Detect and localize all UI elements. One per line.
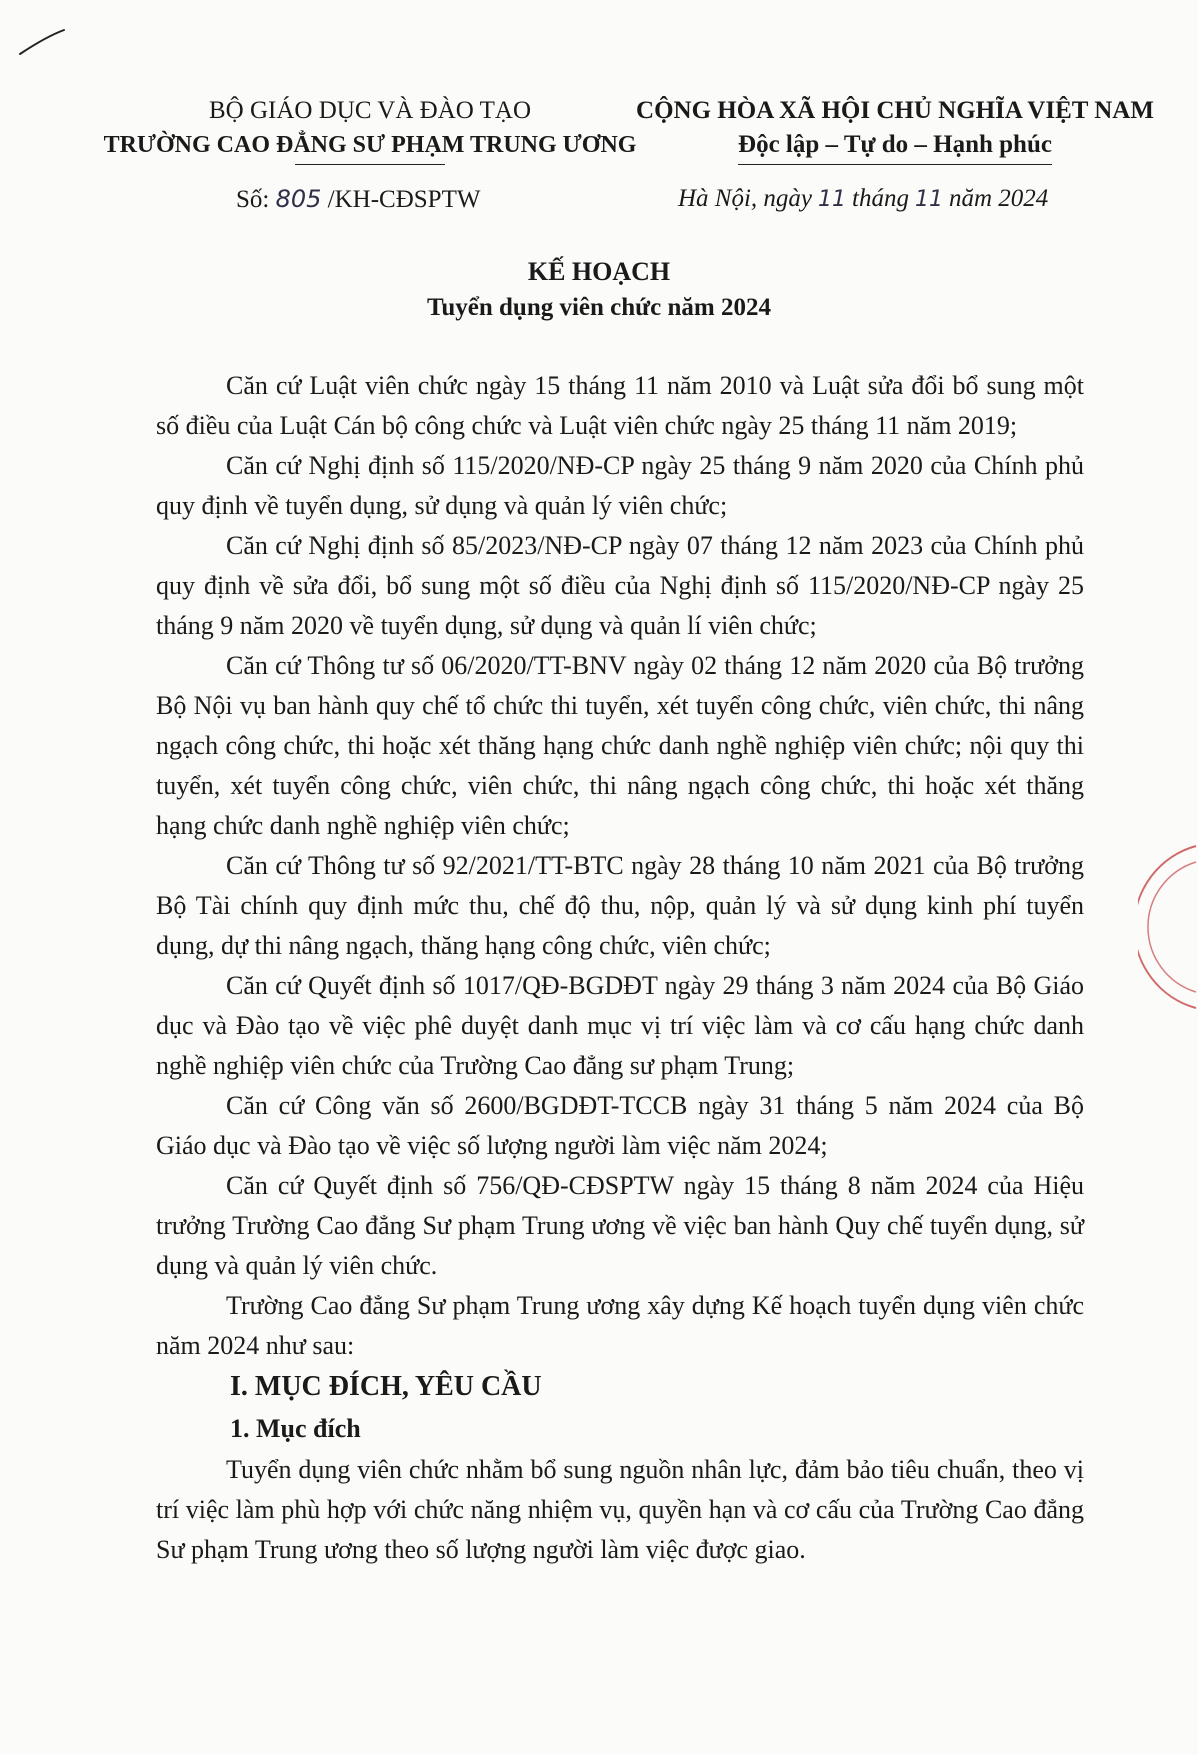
date-line [678,185,1048,213]
intro-paragraph: Trường Cao đẳng Sư phạm Trung ương xây dựng Kế hoạch tuyển dụng viên chức năm 2024 như sau: [156,1291,1084,1360]
national-motto: Độc lập – Tự do – Hạnh phúc [738,128,1052,165]
legal-basis-paragraph: Căn cứ Nghị định số 85/2023/NĐ-CP ngày 07 tháng 12 năm 2023 của Chính phủ quy định về sửa đổi, bổ sung một số điều của Nghị định số 115/2020/NĐ-CP ngày 25 tháng 9 năm 2020 về tuyển dụng, sử dụng và quản lí viên chức; [156,531,1084,640]
legal-basis-paragraph: Căn cứ Quyết định số 1017/QĐ-BGDĐT ngày 29 tháng 3 năm 2024 của Bộ Giáo dục và Đào tạo về việc phê duyệt danh mục vị trí việc làm và cơ cấu hạng chức danh nghề nghiệp viên chức của Trường Cao đẳng sư phạm Trung; [156,971,1084,1080]
document-number [236,185,480,214]
title-sub: Tuyển dụng viên chức năm 2024 [426,294,772,321]
doc-number-suffix: /KH-CĐSPTW [327,186,481,213]
title-main: KẾ HOẠCH [527,257,671,286]
issuing-organization [100,94,640,165]
date-month-word: tháng [852,185,909,212]
legal-basis-paragraph: Căn cứ Quyết định số 756/QĐ-CĐSPTW ngày 15 tháng 8 năm 2024 của Hiệu trưởng Trường Cao đẳng Sư phạm Trung ương về việc ban hành Quy chế tuyển dụng, sử dụng và quản lý viên chức. [156,1171,1084,1280]
date-day: 11 [818,187,847,212]
subsection-paragraph: Tuyển dụng viên chức nhằm bổ sung nguồn nhân lực, đảm bảo tiêu chuẩn, theo vị trí việc làm phù hợp với chức năng nhiệm vụ, quyền hạn và cơ cấu của Trường Cao đẳng Sư phạm Trung ương theo số lượng người làm việc được giao. [156,1455,1084,1564]
legal-basis-paragraph: Căn cứ Luật viên chức ngày 15 tháng 11 năm 2010 và Luật sửa đổi bổ sung một số điều của Luật Cán bộ công chức và Luật viên chức ngày 25 tháng 11 năm 2019; [156,371,1084,440]
school-underline [295,164,445,165]
legal-basis-paragraph: Căn cứ Thông tư số 92/2021/TT-BTC ngày 28 tháng 10 năm 2021 của Bộ trưởng Bộ Tài chính quy định mức thu, chế độ thu, nộp, quản lý và sử dụng kinh phí tuyển dụng, dự thi nâng ngạch, thăng hạng công chức, viên chức; [156,851,1084,960]
country-name: CỘNG HÒA XÃ HỘI CHỦ NGHĨA VIỆT NAM [636,97,1154,124]
doc-number-handwritten: 805 [275,185,322,213]
red-seal-stamp-icon [1138,842,1198,1012]
ministry-name: BỘ GIÁO DỤC VÀ ĐÀO TẠO [209,97,531,124]
doc-number-prefix: Số: [236,186,270,213]
section-heading: I. MỤC ĐÍCH, YÊU CẦU [230,1371,542,1402]
date-month: 11 [914,187,943,212]
subsection-heading: 1. Mục đích [230,1414,361,1443]
document-title [0,254,1198,326]
legal-basis-paragraph: Căn cứ Nghị định số 115/2020/NĐ-CP ngày 25 tháng 9 năm 2020 của Chính phủ quy định về tuyển dụng, sử dụng và quản lý viên chức; [156,451,1084,520]
date-place: Hà Nội, ngày [678,185,813,212]
document-body [156,366,1084,1570]
legal-basis-paragraph: Căn cứ Thông tư số 06/2020/TT-BNV ngày 02 tháng 12 năm 2020 của Bộ trưởng Bộ Nội vụ ban hành quy chế tổ chức thi tuyển, xét tuyển công chức, viên chức, thi nâng ngạch công chức, thi hoặc xét thăng hạng chức danh nghề nghiệp viên chức; nội quy thi tuyển, xét tuyển công chức, viên chức, thi nâng ngạch công chức, thi hoặc xét thăng hạng chức danh nghề nghiệp viên chức; [156,651,1084,840]
legal-basis-paragraph: Căn cứ Công văn số 2600/BGDĐT-TCCB ngày 31 tháng 5 năm 2024 của Bộ Giáo dục và Đào tạo về việc số lượng người làm việc năm 2024; [156,1091,1084,1160]
pen-stroke-icon [18,28,68,58]
national-heading [630,94,1160,165]
school-name: TRƯỜNG CAO ĐẲNG SƯ PHẠM TRUNG ƯƠNG [103,132,637,158]
date-year: năm 2024 [948,185,1049,212]
